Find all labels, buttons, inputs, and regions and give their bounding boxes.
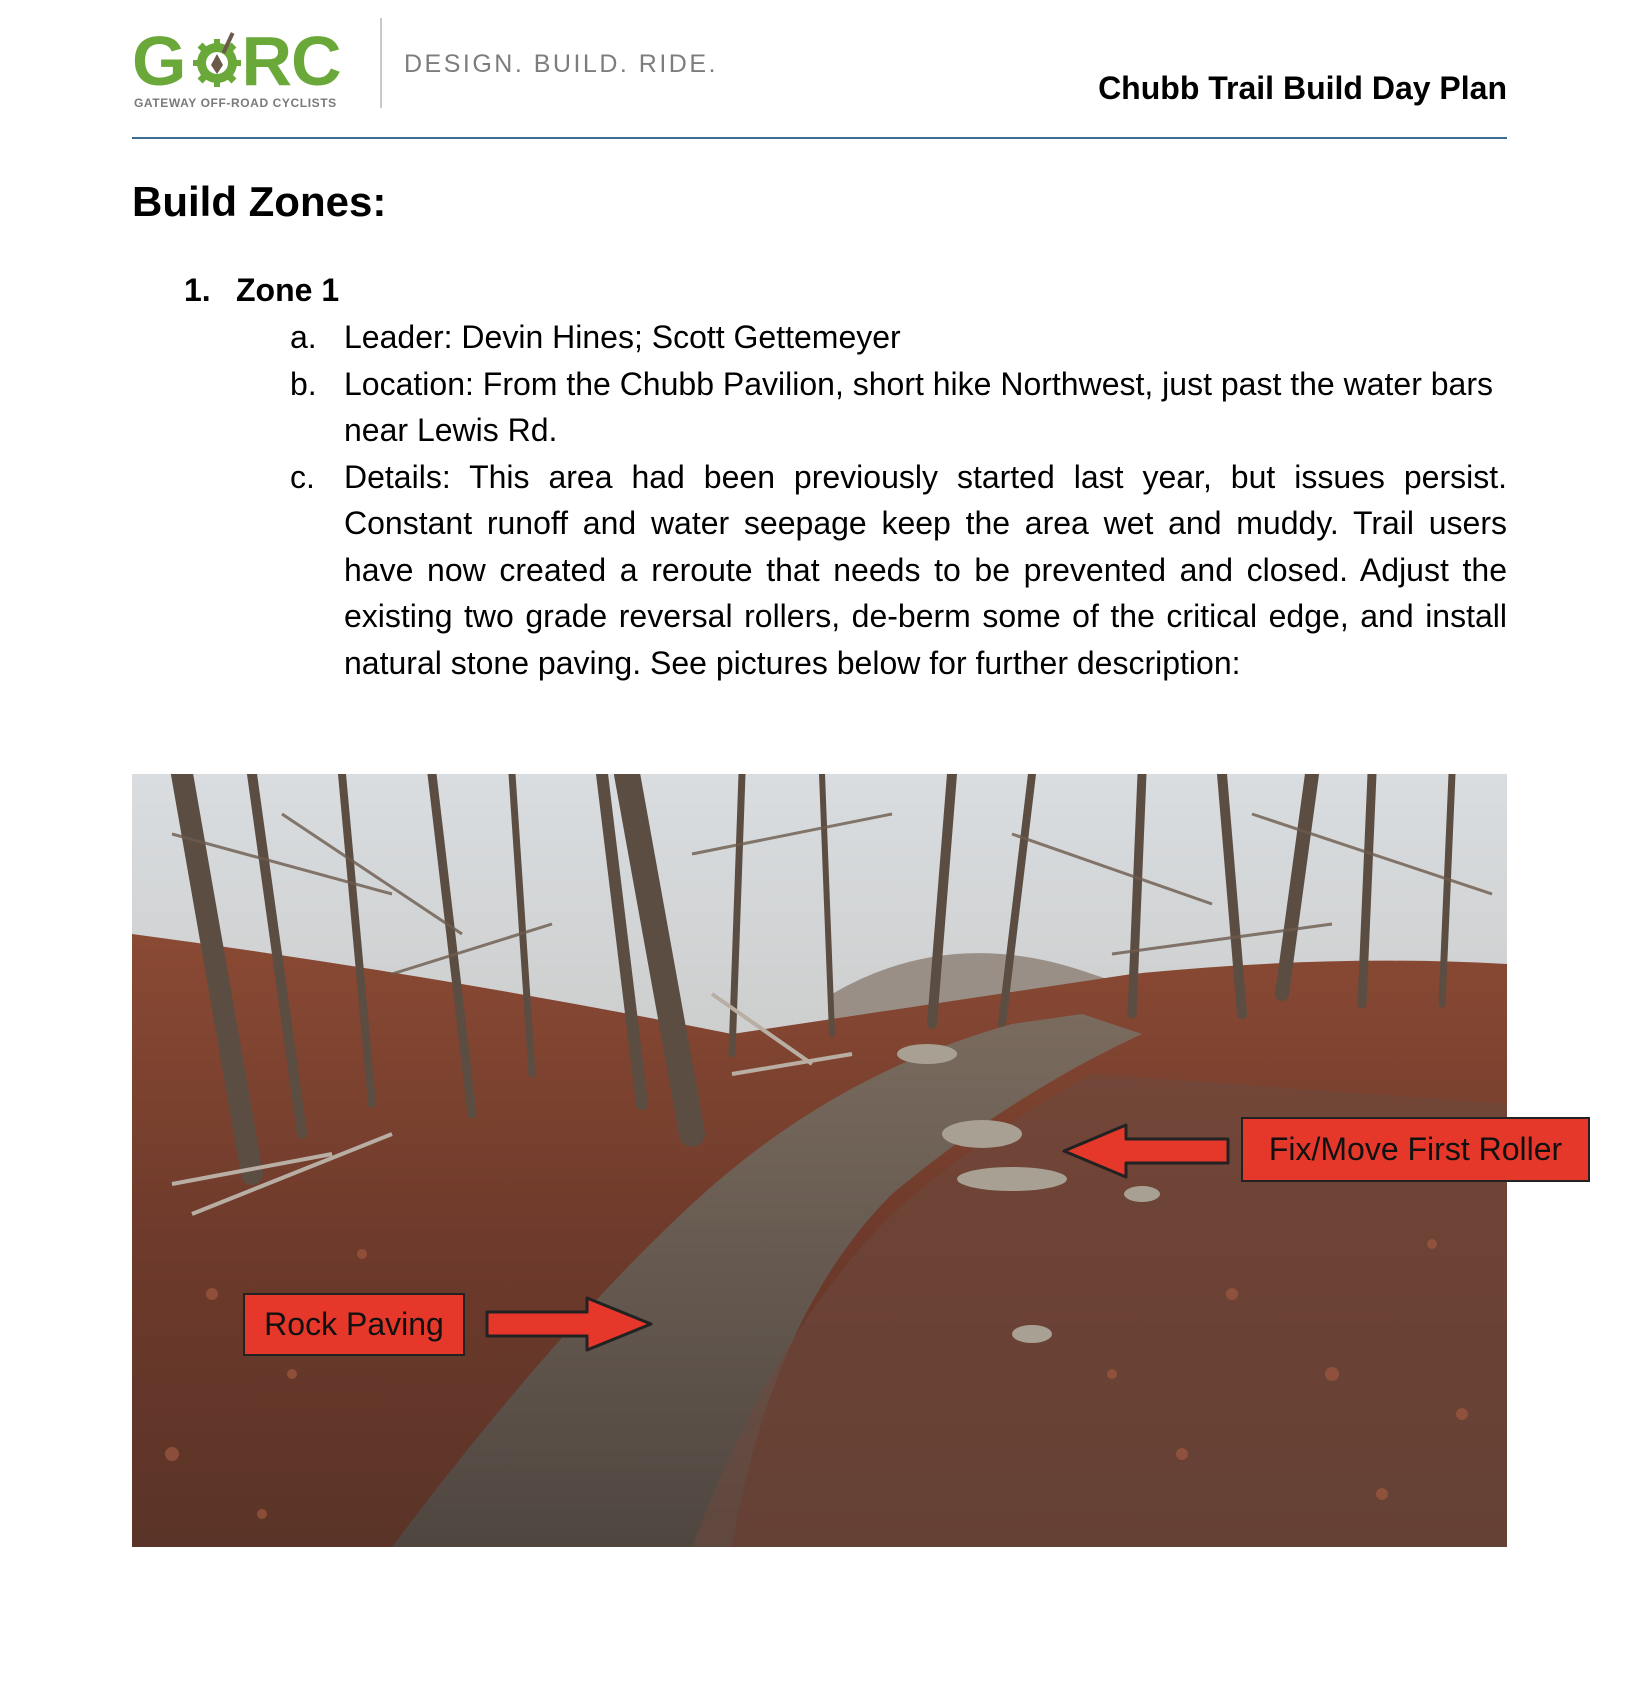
- header-divider: [380, 18, 382, 108]
- list-item: [290, 361, 1507, 454]
- zone-details-list: [290, 314, 1507, 686]
- tagline: DESIGN. BUILD. RIDE.: [404, 50, 718, 78]
- details-text: Details: This area had been previously started last year, but issues persist. Constant runoff and water seepage keep the area wet and muddy. Trail users have now created a reroute that needs to be prevented and closed. Adjust the existing two grade reversal rollers, de-berm some of the critical edge, and install natural stone paving. See pictures below for further description:: [344, 458, 1507, 681]
- header-rule: [132, 137, 1507, 139]
- logo-letter-g: G: [132, 22, 186, 100]
- rock-paving-callout: Rock Paving: [243, 1293, 465, 1356]
- list-item: [290, 314, 1507, 361]
- section-heading: Build Zones:: [132, 178, 387, 225]
- list-marker: b.: [290, 365, 317, 402]
- document-title: Chubb Trail Build Day Plan: [1098, 70, 1507, 106]
- list-marker: a.: [290, 319, 317, 355]
- logo-letters-rc: RC: [241, 22, 341, 100]
- gear-shovel-icon: [188, 32, 246, 90]
- zone-title: Zone 1: [236, 272, 340, 308]
- first-roller-callout: Fix/Move First Roller: [1241, 1117, 1590, 1182]
- right-arrow-icon: [485, 1296, 655, 1352]
- zone-heading: [184, 272, 339, 309]
- leader-text: Leader: Devin Hines; Scott Gettemeyer: [344, 319, 901, 355]
- gorc-logo: [132, 22, 354, 112]
- list-marker: c.: [290, 458, 315, 495]
- location-text: Location: From the Chubb Pavilion, short hike Northwest, just past the water bars near Lewis Rd.: [344, 365, 1493, 448]
- left-arrow-icon: [1062, 1123, 1230, 1179]
- logo-subtitle: GATEWAY OFF-ROAD CYCLISTS: [134, 96, 337, 110]
- zone-number: 1.: [184, 272, 211, 308]
- list-item: [290, 454, 1507, 687]
